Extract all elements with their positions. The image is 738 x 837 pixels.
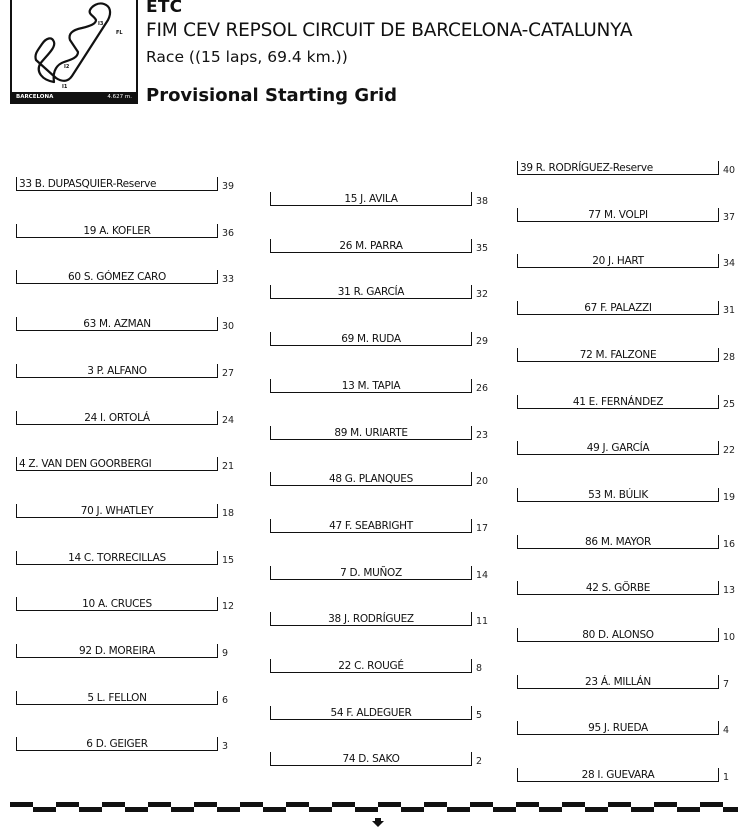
grid-position: 18 (222, 507, 235, 519)
checker-square (56, 802, 79, 807)
rider-name: 47 F. SEABRIGHT (329, 519, 413, 532)
rider-name: 42 S. GÖRBE (585, 582, 651, 595)
checker-square (125, 807, 148, 812)
checker-square (10, 802, 33, 807)
rider-name: 3 P. ALFANO (87, 364, 147, 377)
rider-name: 7 D. MUÑOZ (340, 566, 402, 579)
checker-square (723, 807, 738, 812)
checker-square (401, 807, 424, 812)
grid-slot (517, 721, 730, 737)
grid-position: 13 (723, 585, 736, 597)
checker-square (332, 802, 355, 807)
checker-square (309, 807, 332, 812)
rider-name: 86 M. MAYOR (585, 535, 651, 548)
grid-slot (16, 270, 235, 286)
grid-position: 23 (476, 429, 489, 441)
grid-position: 12 (222, 601, 235, 613)
grid-slot (270, 472, 489, 488)
grid-slot (517, 395, 736, 410)
rider-name: 39 R. RODRÍGUEZ-Reserve (520, 162, 653, 174)
grid-position: 37 (723, 211, 736, 223)
rider-name: 19 A. KOFLER (83, 224, 151, 237)
grid-position: 39 (222, 181, 235, 192)
grid-slot (517, 441, 736, 457)
checker-square (677, 807, 700, 812)
finish-line-label: FL (116, 30, 123, 36)
grid-slot (517, 254, 736, 270)
checker-square (654, 802, 677, 807)
rider-name: 4 Z. VAN DEN GOORBERGI (19, 458, 152, 471)
grid-slot (517, 348, 736, 363)
grid-position: 27 (222, 367, 235, 379)
grid-position: 2 (476, 756, 483, 768)
race-info: Race ((15 laps, 69.4 km.)) (146, 48, 348, 66)
grid-slot (270, 192, 489, 207)
rider-name: 33 B. DUPASQUIER-Reserve (19, 178, 157, 190)
grid-slot (517, 581, 736, 597)
grid-position: 6 (222, 694, 229, 706)
rider-name: 6 D. GEIGER (86, 738, 148, 751)
grid-slot (16, 504, 235, 519)
grid-position: 1 (723, 772, 730, 784)
sector-label-i2: I2 (64, 64, 70, 70)
grid-position: 9 (222, 648, 229, 659)
rider-name: 31 R. GARCÍA (337, 286, 405, 299)
grid-position: 11 (476, 616, 489, 628)
grid-position: 20 (476, 476, 489, 488)
grid-slot (270, 426, 489, 441)
checker-square (79, 807, 102, 812)
grid-slot (517, 488, 736, 503)
grid-position: 3 (222, 741, 229, 753)
rider-name: 70 J. WHATLEY (80, 504, 154, 517)
rider-name: 95 J. RUEDA (588, 722, 648, 735)
grid-slot (16, 224, 235, 239)
grid-slot (16, 691, 229, 706)
grid-slot (270, 612, 489, 628)
rider-name: 41 E. FERNÁNDEZ (572, 395, 664, 408)
checkered-line-icon (10, 802, 738, 813)
rider-name: 20 J. HART (592, 255, 644, 268)
checker-square (700, 802, 723, 807)
grid-position: 34 (723, 258, 736, 270)
rider-name: 54 F. ALDEGUER (330, 706, 412, 719)
checker-square (148, 802, 171, 807)
sector-label-i3: I3 (98, 21, 104, 27)
grid-position: 8 (476, 663, 483, 674)
rider-name: 92 D. MOREIRA (79, 645, 155, 657)
grid-slot (270, 285, 489, 301)
grid-slot (16, 597, 235, 613)
grid-slot (270, 566, 489, 581)
circuit-length: 4.627 m. (107, 94, 132, 100)
track-map-footer (12, 92, 136, 102)
circuit-name: BARCELONA (16, 94, 54, 100)
rider-name: 72 M. FALZONE (579, 348, 657, 361)
grid-position: 29 (476, 336, 489, 348)
grid-slot (16, 644, 229, 659)
grid-position: 32 (476, 289, 489, 301)
grid-position: 40 (723, 165, 736, 176)
checker-square (171, 807, 194, 812)
rider-name: 80 D. ALONSO (582, 629, 654, 641)
rider-name: 15 J. AVILA (344, 193, 398, 205)
grid-slot (16, 177, 235, 192)
track-map (10, 0, 138, 104)
grid-position: 33 (222, 274, 235, 286)
rider-name: 23 Á. MILLÁN (585, 675, 651, 688)
grid-position: 25 (723, 398, 736, 410)
grid-slot (517, 768, 730, 784)
rider-name: 24 I. ORTOLÁ (84, 411, 150, 424)
grid-position: 26 (476, 382, 489, 394)
checker-square (631, 807, 654, 812)
page-title: Provisional Starting Grid (146, 85, 398, 106)
grid-slot (16, 737, 229, 753)
checker-square (493, 807, 516, 812)
grid-slot (517, 675, 730, 690)
grid-slot (16, 457, 235, 473)
sector-label-i1: I1 (62, 84, 68, 90)
rider-name: 28 I. GUEVARA (581, 769, 655, 782)
rider-name: 53 M. BÚLIK (588, 488, 648, 501)
rider-name: 63 M. AZMAN (83, 318, 151, 331)
checker-square (424, 802, 447, 807)
rider-name: 48 G. PLANQUES (328, 473, 414, 486)
checker-square (194, 802, 217, 807)
grid-slot (16, 317, 235, 333)
rider-name: 60 S. GÓMEZ CARO (68, 271, 166, 284)
checker-square (217, 807, 240, 812)
grid-position: 24 (222, 414, 235, 426)
series-name: ETC (146, 0, 183, 17)
rider-name: 22 C. ROUGÉ (338, 660, 404, 672)
grid-slot (517, 535, 736, 550)
grid-slot (16, 364, 235, 379)
grid-position: 5 (476, 709, 483, 721)
rider-name: 69 M. RUDA (341, 333, 401, 346)
grid-position: 19 (723, 491, 736, 503)
checker-square (286, 802, 309, 807)
grid-position: 10 (723, 632, 736, 643)
grid-position: 38 (476, 196, 489, 207)
rider-name: 13 M. TAPIA (341, 379, 401, 392)
checker-square (102, 802, 125, 807)
rider-name: 5 L. FELLON (87, 691, 147, 704)
down-arrow-icon (371, 818, 385, 828)
grid-slot (517, 161, 736, 176)
rider-name: 77 M. VOLPI (588, 208, 648, 221)
grid-position: 15 (222, 554, 235, 566)
grid-position: 35 (476, 242, 489, 254)
grid-slot (270, 659, 483, 674)
checker-square (539, 807, 562, 812)
checker-square (608, 802, 631, 807)
checker-square (240, 802, 263, 807)
checker-square (470, 802, 493, 807)
rider-name: 89 M. URIARTE (334, 426, 408, 439)
grid-slot (16, 551, 235, 566)
rider-name: 14 C. TORRECILLAS (68, 551, 166, 564)
grid-position: 30 (222, 321, 235, 333)
checker-square (516, 802, 539, 807)
rider-name: 67 F. PALAZZI (584, 302, 652, 315)
rider-name: 10 A. CRUCES (82, 598, 152, 611)
grid-position: 14 (476, 569, 489, 581)
checker-square (33, 807, 56, 812)
grid-position: 31 (723, 305, 736, 317)
grid-slot (517, 628, 736, 643)
checker-square (562, 802, 585, 807)
grid-slot (270, 519, 489, 534)
checker-square (585, 807, 608, 812)
rider-name: 74 D. SAKO (342, 753, 400, 766)
grid-position: 21 (222, 461, 235, 473)
grid-position: 7 (723, 678, 730, 690)
grid-position: 4 (723, 725, 730, 737)
grid-position: 17 (476, 522, 489, 534)
grid-slot (517, 208, 736, 223)
event-name: FIM CEV REPSOL CIRCUIT DE BARCELONA-CATALUNYA (146, 20, 633, 41)
checker-square (263, 807, 286, 812)
grid-position: 16 (723, 538, 736, 550)
grid-slot (517, 301, 736, 317)
grid-position: 22 (723, 445, 736, 457)
checker-square (355, 807, 378, 812)
rider-name: 38 J. RODRÍGUEZ (328, 613, 414, 626)
circuit-layout-icon (12, 0, 136, 92)
rider-name: 49 J. GARCÍA (586, 442, 650, 455)
grid-slot (270, 379, 489, 394)
grid-slot (270, 239, 489, 254)
grid-slot (16, 411, 235, 426)
checker-square (378, 802, 401, 807)
grid-slot (270, 752, 483, 768)
rider-name: 26 M. PARRA (339, 239, 403, 252)
checker-square (447, 807, 470, 812)
grid-slot (270, 706, 483, 721)
grid-position: 28 (723, 351, 736, 363)
grid-position: 36 (222, 227, 235, 239)
grid-slot (270, 332, 489, 348)
